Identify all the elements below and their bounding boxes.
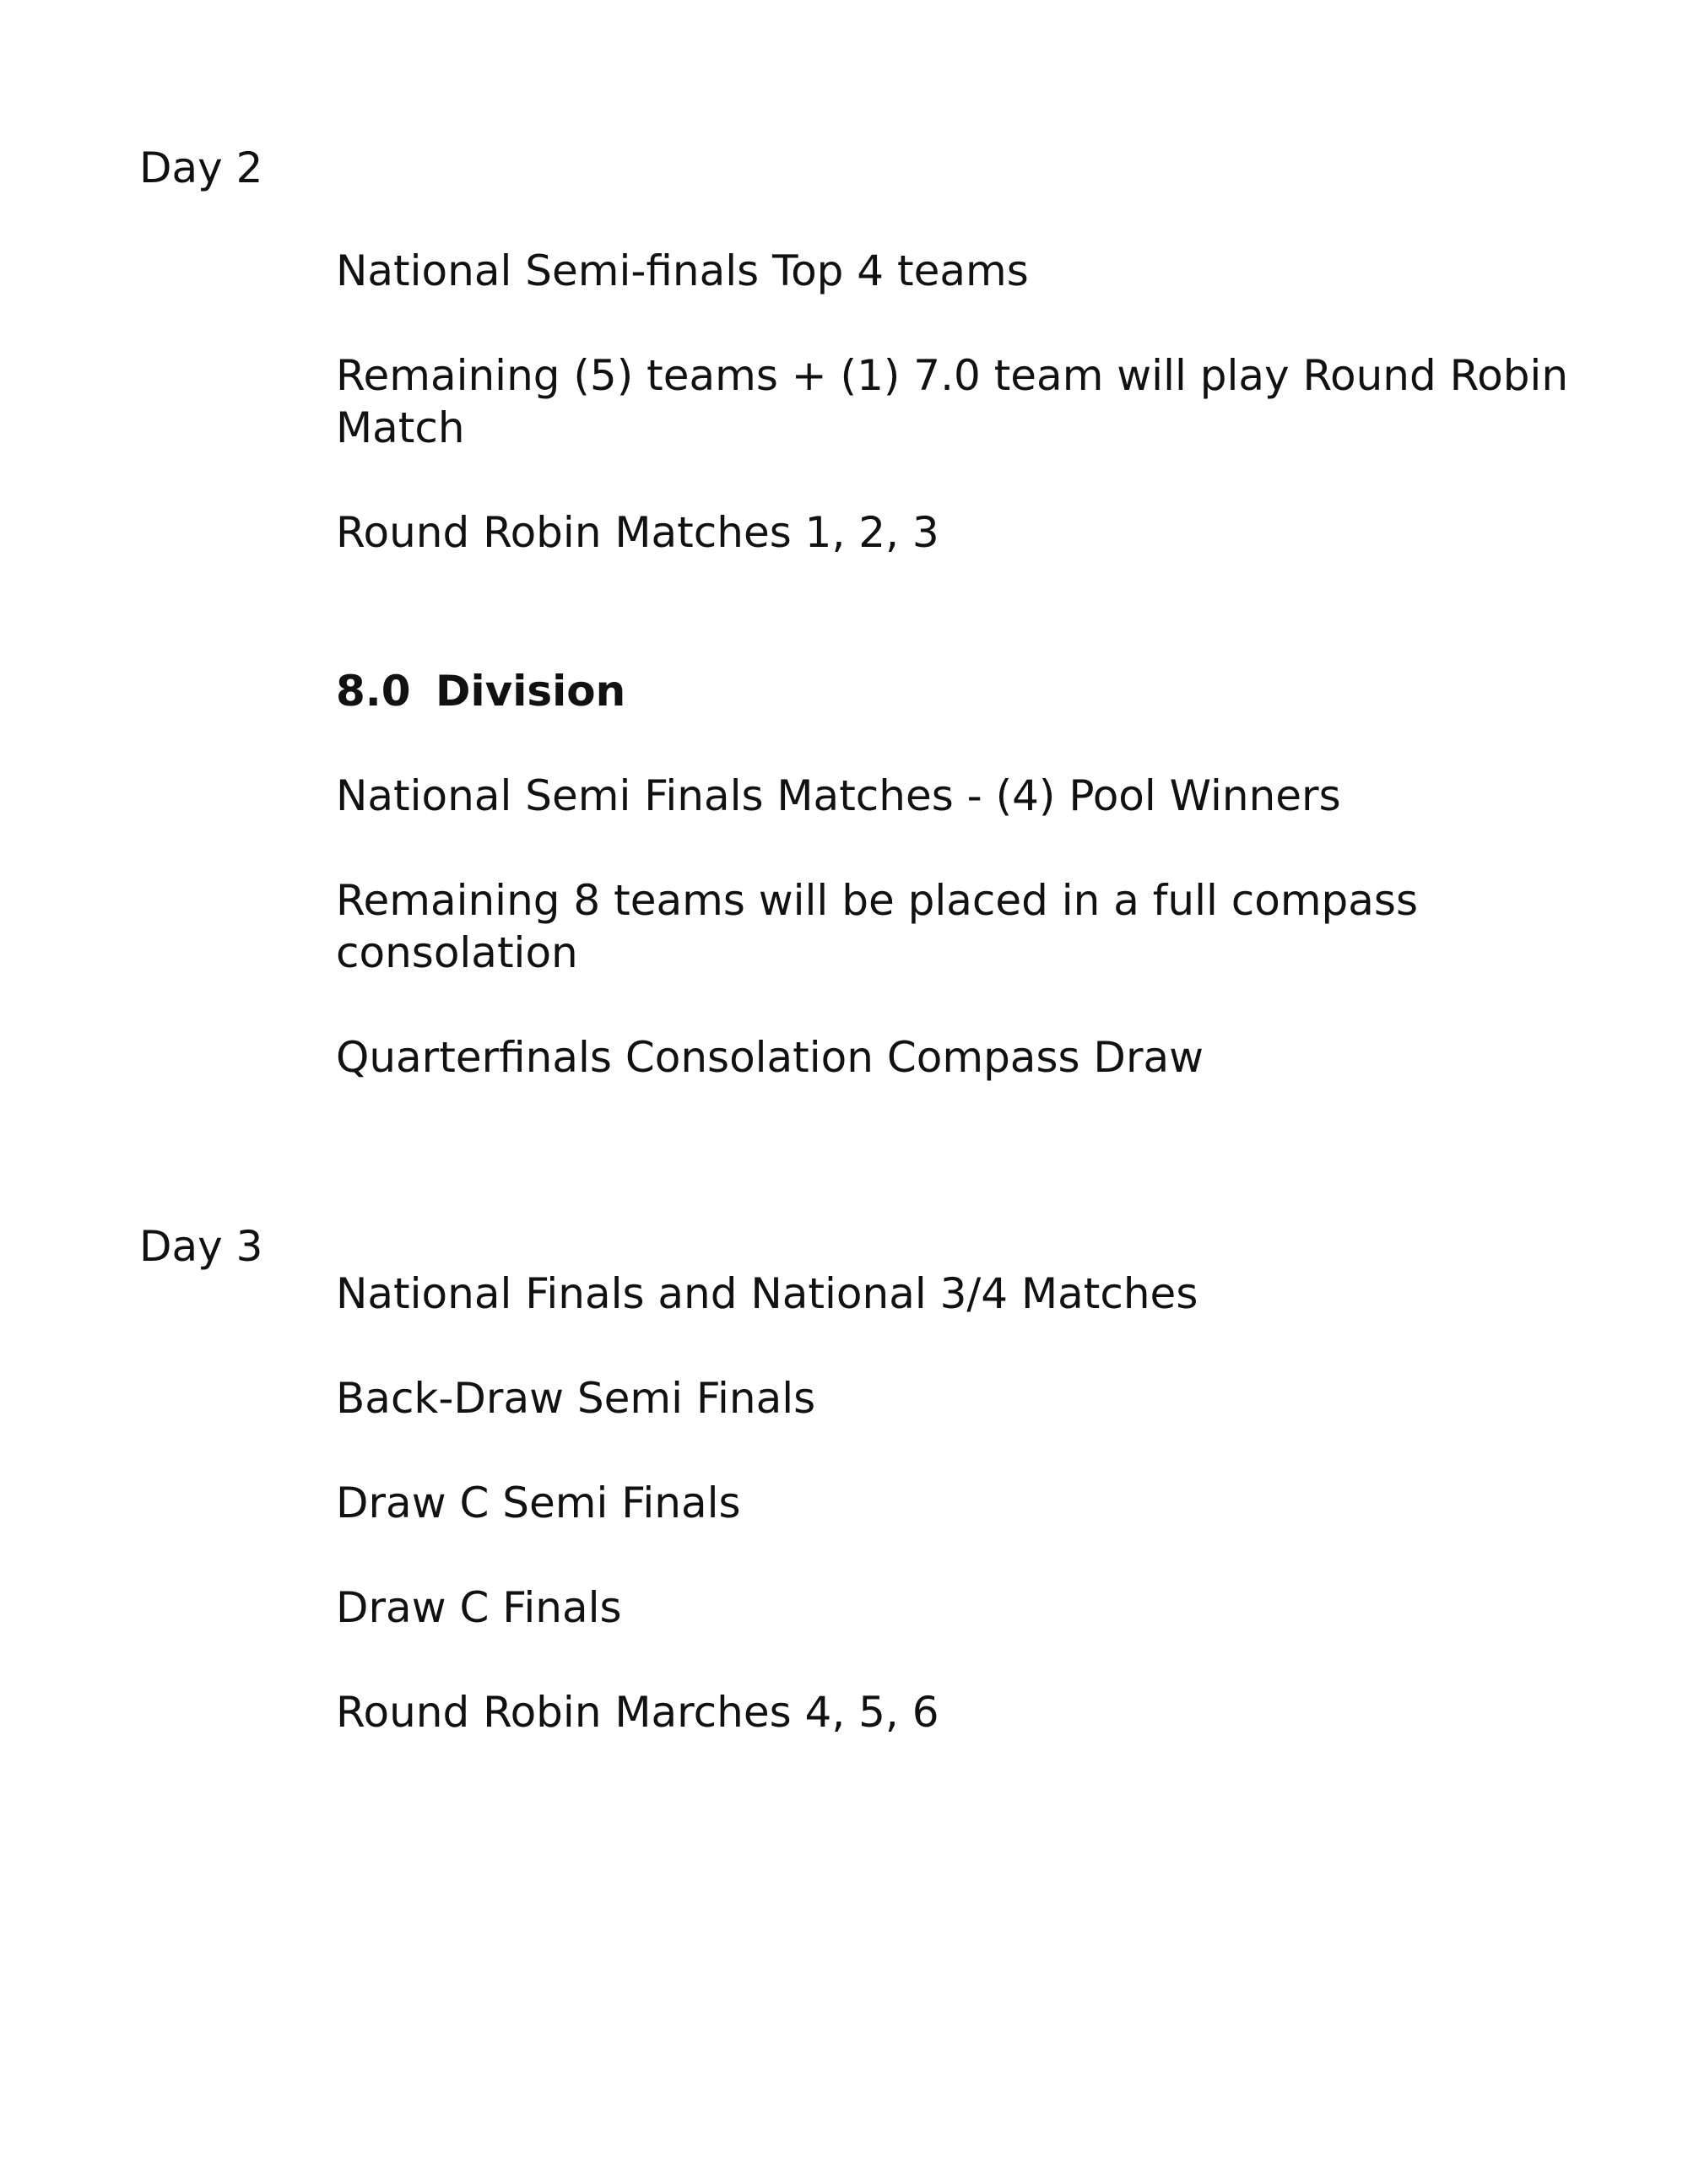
day-2-item-semi-finals: National Semi-finals Top 4 teams — [336, 246, 1029, 295]
day-2-label: Day 2 — [139, 143, 263, 192]
division-item-compass-consolation: Remaining 8 teams will be placed in a full compass consolation — [336, 876, 1419, 977]
day-2-item-remaining-teams: Remaining (5) teams + (1) 7.0 team will play Round Robin Match — [336, 351, 1569, 452]
division-title: Division — [436, 667, 626, 716]
day-3-item-draw-c-finals: Draw C Finals — [336, 1583, 622, 1632]
day-2-item-round-robin: Round Robin Matches 1, 2, 3 — [336, 508, 939, 557]
day-3-item-back-draw: Back-Draw Semi Finals — [336, 1374, 816, 1423]
division-heading — [336, 665, 625, 717]
day-3-item-round-robin: Round Robin Marches 4, 5, 6 — [336, 1688, 939, 1737]
division-item-semi-finals: National Semi Finals Matches - (4) Pool Winners — [336, 771, 1341, 820]
day-3-label: Day 3 — [139, 1222, 263, 1271]
division-item-quarterfinals: Quarterfinals Consolation Compass Draw — [336, 1033, 1204, 1082]
day-3-item-draw-c-semi: Draw C Semi Finals — [336, 1479, 741, 1527]
division-number: 8.0 — [336, 667, 411, 716]
day-3-item-national-finals: National Finals and National 3/4 Matches — [336, 1269, 1198, 1318]
